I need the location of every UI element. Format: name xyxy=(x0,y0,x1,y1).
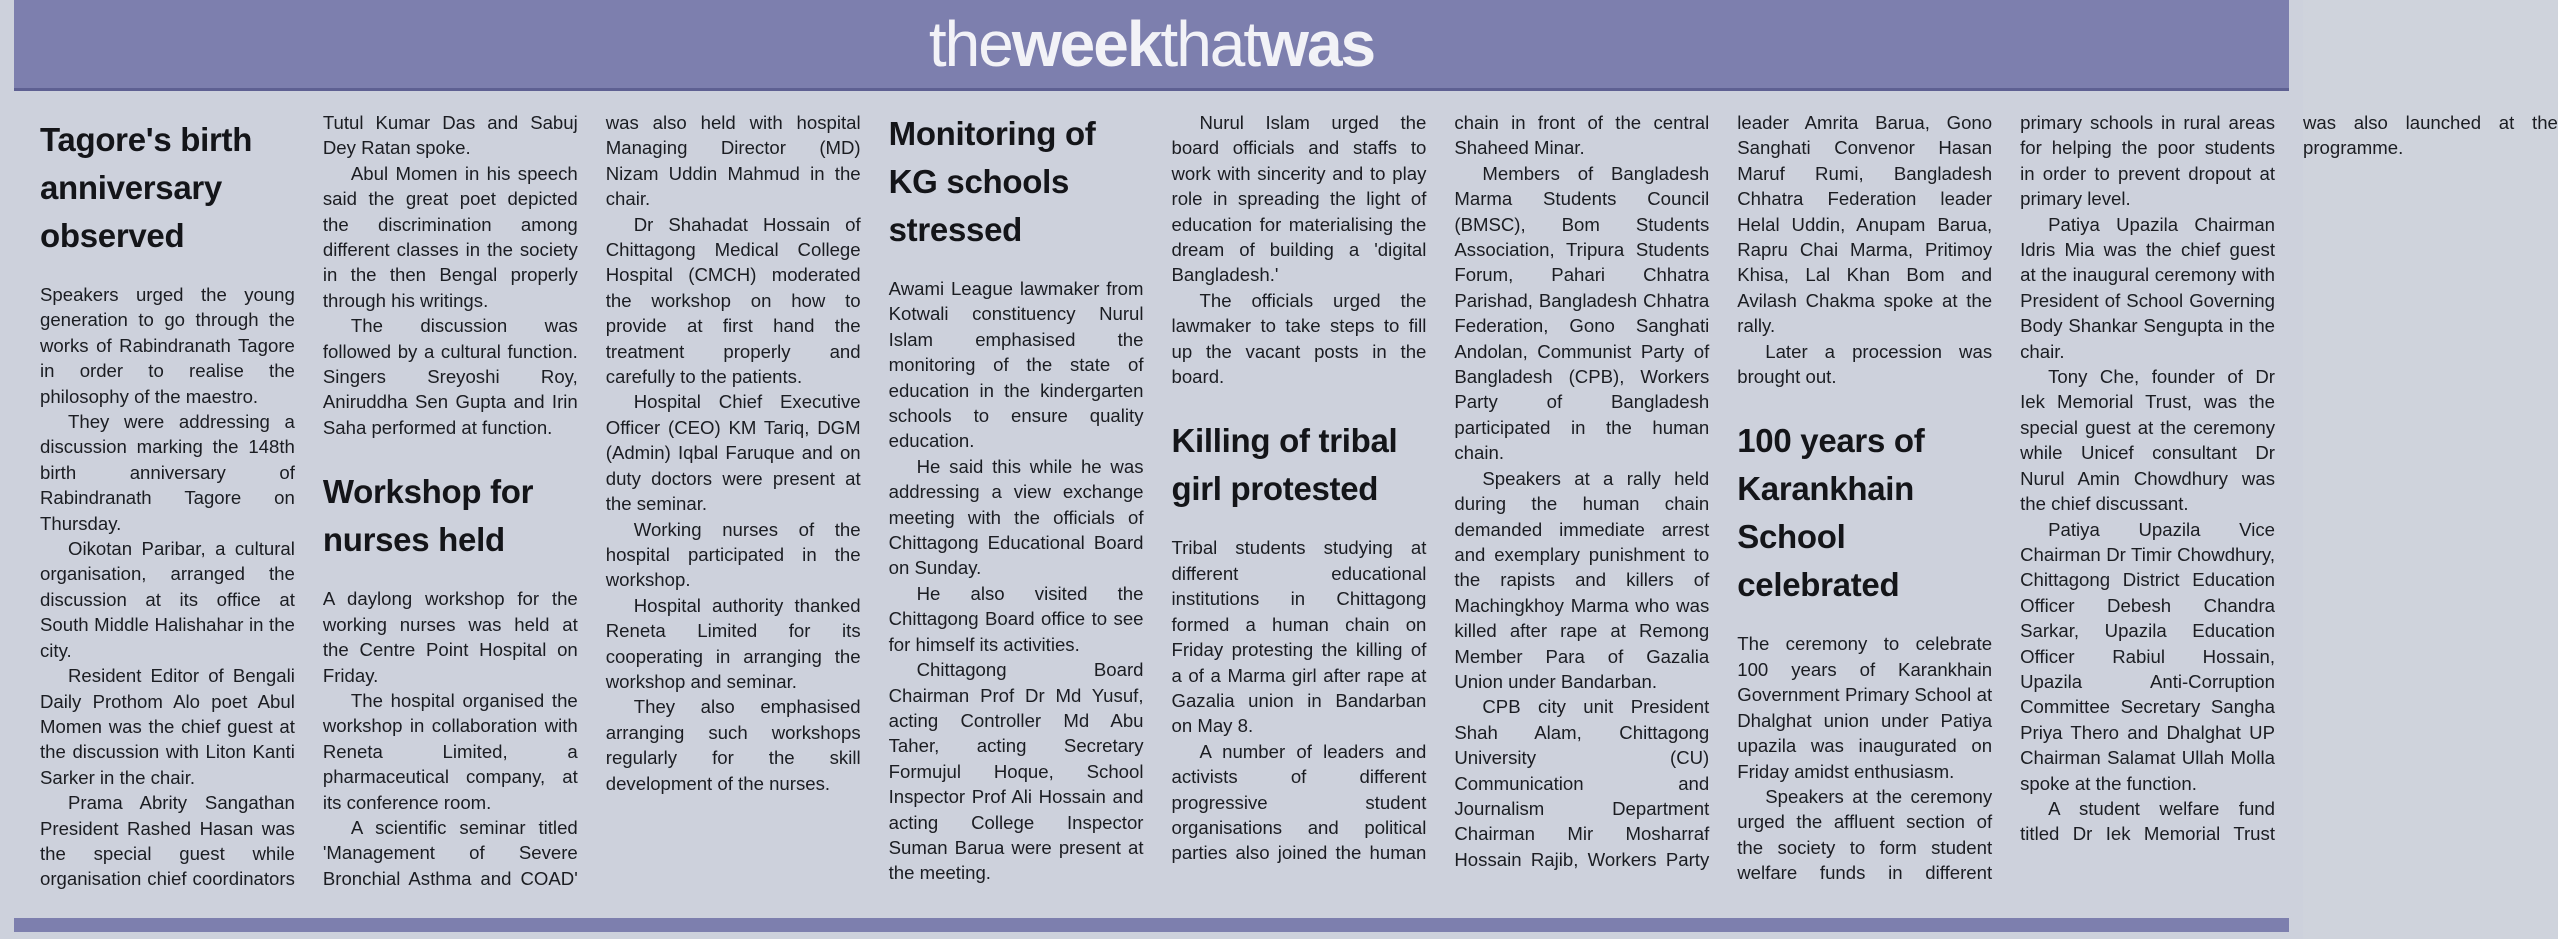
articles-area xyxy=(40,110,2558,900)
story-paragraph: The officials urged the lawmaker to take steps to fill up the vacant posts in the board. xyxy=(1171,289,1427,388)
story-paragraph: Working nurses of the hospital participated in the workshop. xyxy=(605,518,861,591)
story-paragraph: Chittagong Board Chairman Prof Dr Md Yusuf, acting Controller Md Abu Taher, acting Secretary Formujul Hoque, School Inspector Prof Ali Hossain and acting College Inspector Suman Barua were present at the meeting. xyxy=(888,659,1144,884)
story-paragraph: They also emphasised arranging such workshops regularly for the skill development of the nurses. xyxy=(605,696,861,794)
story-paragraph: Speakers urged the young generation to go through the works of Rabindranath Tagore in order to realise the philosophy of the maestro. xyxy=(40,284,295,407)
story-paragraph: A number of leaders and activists of different progressive student organisations and political parties also joined the human chain in front of the central Shaheed Minar. xyxy=(1171,112,1710,864)
story-paragraph: They were addressing a discussion marking the 148th birth anniversary of Rabindranath Tagore on Thursday. xyxy=(40,411,295,534)
footer-rule xyxy=(14,918,2289,932)
story-paragraph: Resident Editor of Bengali Daily Prothom Alo poet Abul Momen was the chief guest at the discussion with Liton Kanti Sarker in the chair. xyxy=(40,665,295,788)
story-paragraph: The ceremony to celebrate 100 years of Karankhain Government Primary School at Dhalghat union under Patiya upazila was inaugurated on Friday amidst enthusiasm. xyxy=(1737,633,1993,782)
story-headline: Tagore's birth anniversary observed xyxy=(40,121,253,254)
story-paragraph: A daylong workshop for the working nurses was held at the Centre Point Hospital on Friday. xyxy=(322,588,578,686)
story-paragraph: Tribal students studying at different educational institutions in Chittagong formed a human chain on Friday protesting the killing of a of a Marma girl after rape at Gazalia union in Bandarban on May 8. xyxy=(1171,537,1427,737)
story-paragraph: Hospital authority thanked Reneta Limited for its cooperating in arranging the workshop and seminar. xyxy=(605,594,861,692)
story-paragraph: Patiya Upazila Chairman Idris Mia was the chief guest at the inaugural ceremony with President of School Governing Body Shankar Sengupta in the chair. xyxy=(2020,213,2275,362)
story-paragraph: The hospital organised the workshop in collaboration with Reneta Limited, a pharmaceutical company, at its conference room. xyxy=(322,689,578,813)
story-paragraph: CPB city unit President Shah Alam, Chittagong University (CU) Communication and Journalism Department Chairman Mir Mosharraf Hossain Rajib, Workers Party leader Amrita Barua, Gono Sanghati Convenor Hasan Maruf Rumi, Bangladesh Chhatra Federation leader Helal Uddin, Anupam Barua, Rapru Chai Marma, Pritimoy Khisa, Lal Khan Bom and Avilash Chakma spoke at the rally. xyxy=(1454,112,1993,870)
story-paragraph: Tony Che, founder of Dr Iek Memorial Trust, was the special guest at the ceremony while Unicef consultant Dr Nurul Amin Chowdhury was the chief discussant. xyxy=(2020,366,2275,515)
story-paragraph: Awami League lawmaker from Kotwali constituency Nurul Islam emphasised the monitoring of the state of education in the kindergarten schools to ensure quality education. xyxy=(888,278,1144,452)
story-paragraph: Abul Momen in his speech said the great poet depicted the discrimination among different classes in the society in the then Bengal properly through his writings. xyxy=(322,162,578,311)
banner-was: was xyxy=(1259,8,1375,80)
story-paragraph: Prama Abrity Sangathan President Rashed Hasan was the special guest while organisation chief coordinators Tutul Kumar Das and Sabuj Dey Ratan spoke. xyxy=(40,112,578,890)
story-paragraph: Speakers at the ceremony urged the affluent section of the society to form student welfare funds in different primary schools in rural areas for helping the poor students in order to prevent dropout at primary level. xyxy=(1737,112,2275,884)
story-headline: Monitoring of KG schools stressed xyxy=(888,115,1096,248)
story-paragraph: Patiya Upazila Vice Chairman Dr Timir Chowdhury, Chittagong District Education Officer Debesh Chandra Sarkar, Upazila Education Officer Rabiul Hossain, Upazila Anti-Corruption Committee Secretary Sangha Priya Thero and Dhalghat UP Chairman Salamat Ullah Molla spoke at the function. xyxy=(2020,518,2275,794)
story-headline: 100 years of Karankhain School celebrated xyxy=(1737,422,1925,604)
story-paragraph: A scientific seminar titled 'Management of Severe Bronchial Asthma and COAD' was also held with hospital Managing Director (MD) Nizam Uddin Mahmud in the chair. xyxy=(322,112,861,889)
story-paragraph: Hospital Chief Executive Officer (CEO) KM Tariq, DGM (Admin) Iqbal Faruque and on duty doctors were present at the seminar. xyxy=(605,391,861,515)
section-banner xyxy=(14,0,2289,91)
story-paragraph: Speakers at a rally held during the human chain demanded immediate arrest and exemplary punishment to the rapists and killers of Machingkhoy Marma who was killed after rape at Remong Member Para of Gazalia Union under Bandarban. xyxy=(1454,467,1710,692)
story-paragraph: Nurul Islam urged the board officials and staffs to work with sincerity and to play role in spreading the light of education for materialising the dream of building a 'digital Bangladesh.' xyxy=(1171,112,1427,286)
story-paragraph: He said this while he was addressing a view exchange meeting with the officials of Chittagong Educational Board on Sunday. xyxy=(888,455,1144,579)
story-paragraph: The discussion was followed by a cultural function. Singers Sreyoshi Roy, Aniruddha Sen Gupta and Irin Saha performed at function. xyxy=(322,315,578,438)
story-paragraph: A student welfare fund titled Dr Iek Memorial Trust was also launched at the programme. xyxy=(2020,112,2558,845)
article-columns xyxy=(40,110,2558,895)
banner-that: that xyxy=(1160,8,1260,80)
section-title xyxy=(928,8,1375,80)
story-paragraph: Later a procession was brought out. xyxy=(1737,340,1993,388)
story-paragraph: Oikotan Paribar, a cultural organisation, arranged the discussion at its office at South Middle Halishahar in the city. xyxy=(40,538,295,661)
banner-the: the xyxy=(928,8,1012,80)
story-headline: Killing of tribal girl protested xyxy=(1171,422,1398,508)
story-paragraph: Dr Shahadat Hossain of Chittagong Medical College Hospital (CMCH) moderated the workshop on how to provide at first hand the treatment properly and carefully to the patients. xyxy=(605,213,861,388)
story-paragraph: Members of Bangladesh Marma Students Council (BMSC), Bom Students Association, Tripura Students Forum, Pahari Chhatra Parishad, Bangladesh Chhatra Federation, Gono Sanghati Andolan, Communist Party of Bangladesh (CPB), Workers Party of Bangladesh participated in the human chain. xyxy=(1454,162,1710,464)
banner-week: week xyxy=(1011,8,1161,80)
story-headline: Workshop for nurses held xyxy=(322,473,534,559)
story-paragraph: He also visited the Chittagong Board office to see for himself its activities. xyxy=(888,582,1144,655)
